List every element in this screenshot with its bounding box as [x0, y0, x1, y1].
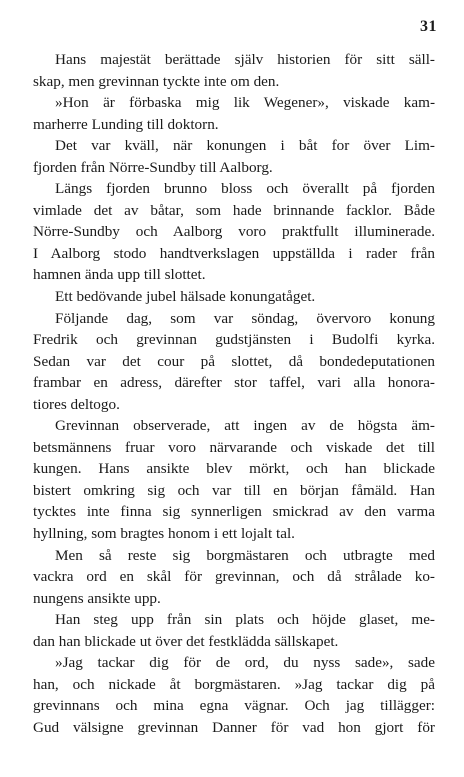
- text-line: Men så reste sig borgmästaren och utbragte med: [55, 546, 435, 564]
- text-line: grevinnans och mina egna vägnar. Och jag tillägger:: [33, 697, 435, 715]
- text-line: kungen. Hans ansikte blev mörkt, och han blickade: [33, 460, 435, 478]
- text-line: fjorden från Nörre-Sundby till Aalborg.: [33, 158, 273, 176]
- text-line: Följande dag, som var söndag, övervoro konung: [55, 309, 435, 327]
- text-line: han, och nickade åt borgmästaren. »Jag tackar dig på: [33, 675, 435, 693]
- text-line: Gud välsigne grevinnan Danner för vad hon gjort för: [33, 718, 435, 736]
- text-line: Sedan var det cour på slottet, då bondedeputationen: [33, 352, 435, 370]
- text-line: dan han blickade ut över det festklädda sällskapet.: [33, 632, 339, 650]
- text-line: I Aalborg stodo handtverkslagen uppställda i rader från: [33, 244, 435, 262]
- text-line: tycktes inte finna sig synnerligen smickrad av den varma: [33, 503, 435, 521]
- text-line: nungens ansikte upp.: [33, 589, 161, 607]
- text-line: Fredrik och grevinnan gudstjänsten i Budolfi kyrka.: [33, 331, 435, 349]
- text-line: Han steg upp från sin plats och höjde glaset, me-: [55, 611, 435, 629]
- text-line: vimlade det av båtar, som hade brinnande facklor. Både: [33, 201, 435, 219]
- text-line: »Jag tackar dig för de ord, du nyss sade», sade: [55, 654, 435, 672]
- text-line: Det var kväll, när konungen i båt for över Lim-: [55, 137, 435, 155]
- text-line: Nörre-Sundby och Aalborg voro praktfullt illuminerade.: [33, 223, 435, 241]
- text-line: skap, men grevinnan tyckte inte om den.: [33, 72, 280, 90]
- text-line: hamnen ända upp till slottet.: [33, 266, 206, 284]
- text-line: Längs fjorden brunno bloss och överallt på fjorden: [55, 180, 435, 198]
- text-line: tiores deltogo.: [33, 395, 120, 413]
- text-line: betsmännens fruar voro närvarande och viskade det till: [33, 438, 435, 456]
- text-line: bistert omkring sig och var till en början fåmäld. Han: [33, 481, 435, 499]
- text-line: Ett bedövande jubel hälsade konungatåget.: [55, 288, 316, 306]
- text-line: vackra ord en skål för grevinnan, och då strålade ko-: [33, 568, 435, 586]
- text-line: hyllning, som bragtes honom i ett lojalt tal.: [33, 525, 295, 543]
- text-line: »Hon är förbaska mig lik Wegener», viskade kam-: [55, 94, 435, 112]
- page-number: 31: [420, 18, 437, 35]
- text-line: Grevinnan observerade, att ingen av de högsta äm-: [55, 417, 435, 435]
- text-line: marherre Lunding till doktorn.: [33, 115, 219, 133]
- body-text: [33, 49, 435, 739]
- text-line: frambar en adress, därefter stor taffel, vari alla honora-: [33, 374, 435, 392]
- text-line: Hans majestät berättade själv historien för sitt säll-: [55, 51, 435, 68]
